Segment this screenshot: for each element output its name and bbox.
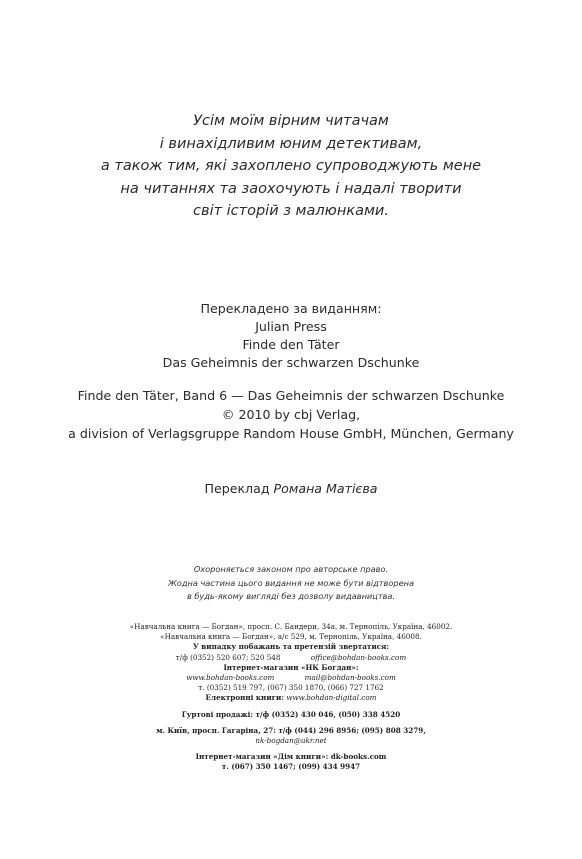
shop-heading: Інтернет-магазин «НК Богдан»: (223, 662, 359, 672)
copyright-line: a division of Verlagsgruppe Random House GmbH, München, Germany (68, 426, 514, 441)
shop-email-link[interactable]: mail@bohdan-books.com (304, 673, 396, 683)
ebooks-line (0, 693, 582, 703)
dedication-line: Усім моїм вірним читачам (193, 113, 389, 129)
ebooks-site-link[interactable]: www.bohdan-digital.com (286, 693, 377, 703)
dedication (0, 110, 582, 223)
copyright-protection (0, 563, 582, 604)
copyright-line: © 2010 by cbj Verlag, (221, 407, 361, 422)
dedication-line: а також тим, які захоплено супроводжують мене (100, 158, 482, 174)
source-author: Julian Press (255, 319, 327, 334)
source-edition (0, 300, 582, 372)
wholesale-contacts: Гуртові продажі: т/ф (0352) 430 046, (050) 338 4520 (181, 709, 401, 719)
dk-phones: т. (067) 350 1467; (099) 434 9947 (221, 762, 361, 772)
protection-line: Жодна частина цього видання не може бути відтворена (167, 577, 414, 588)
shop-site-link[interactable]: www.bohdan-books.com (186, 673, 275, 683)
source-title: Das Geheimnis der schwarzen Dschunke (162, 355, 420, 370)
dedication-line: на читаннях та заохочують і надалі творити (120, 180, 462, 197)
publisher-address: «Навчальна книга — Богдан», просп. С. Бандери, 34а, м. Тернопіль, Україна, 46002. (129, 622, 453, 631)
publisher-imprint (0, 622, 582, 773)
publisher-po-box: «Навчальна книга — Богдан», а/с 529, м. Тернопіль, Україна, 46008. (160, 632, 422, 642)
dedication-line: і винахідливим юним детективам, (159, 135, 423, 152)
copyright-line: Finde den Täter, Band 6 — Das Geheimnis der schwarzen Dschunke (77, 388, 505, 403)
copyright-notice (0, 386, 582, 443)
source-series: Finde den Täter (242, 337, 340, 352)
claims-email[interactable]: office@bohdan-books.com (310, 652, 407, 662)
protection-line: в будь-якому вигляді без дозволу видавництва. (186, 591, 396, 601)
claims-phone: т/ф (0352) 520 607; 520 548 (175, 652, 281, 662)
translator-credit (0, 480, 582, 498)
ebooks-label: Електронні книги: (205, 693, 285, 703)
source-heading: Перекладено за виданням: (200, 301, 382, 316)
translator-prefix: Переклад (204, 481, 270, 496)
claims-contacts (0, 653, 582, 663)
kyiv-email-link[interactable]: nk-bogdan@ukr.net (255, 736, 327, 746)
claims-heading: У випадку побажань та претензій звертатися: (192, 642, 390, 652)
kyiv-address: м. Київ, просп. Гагаріна, 27: т/ф (044) 296 8956; (095) 808 3279, (156, 725, 426, 735)
protection-line: Охороняється законом про авторське право. (193, 564, 389, 574)
dedication-line: світ історій з малюнками. (193, 203, 389, 219)
translator-name: Романа Матієва (273, 481, 378, 496)
shop-phones: т. (0352) 519 797, (067) 350 1870, (066) 727 1762 (198, 683, 384, 693)
shop-contacts (0, 673, 582, 683)
dk-shop: Інтернет-магазин «Дім книги»: dk-books.com (195, 752, 387, 762)
